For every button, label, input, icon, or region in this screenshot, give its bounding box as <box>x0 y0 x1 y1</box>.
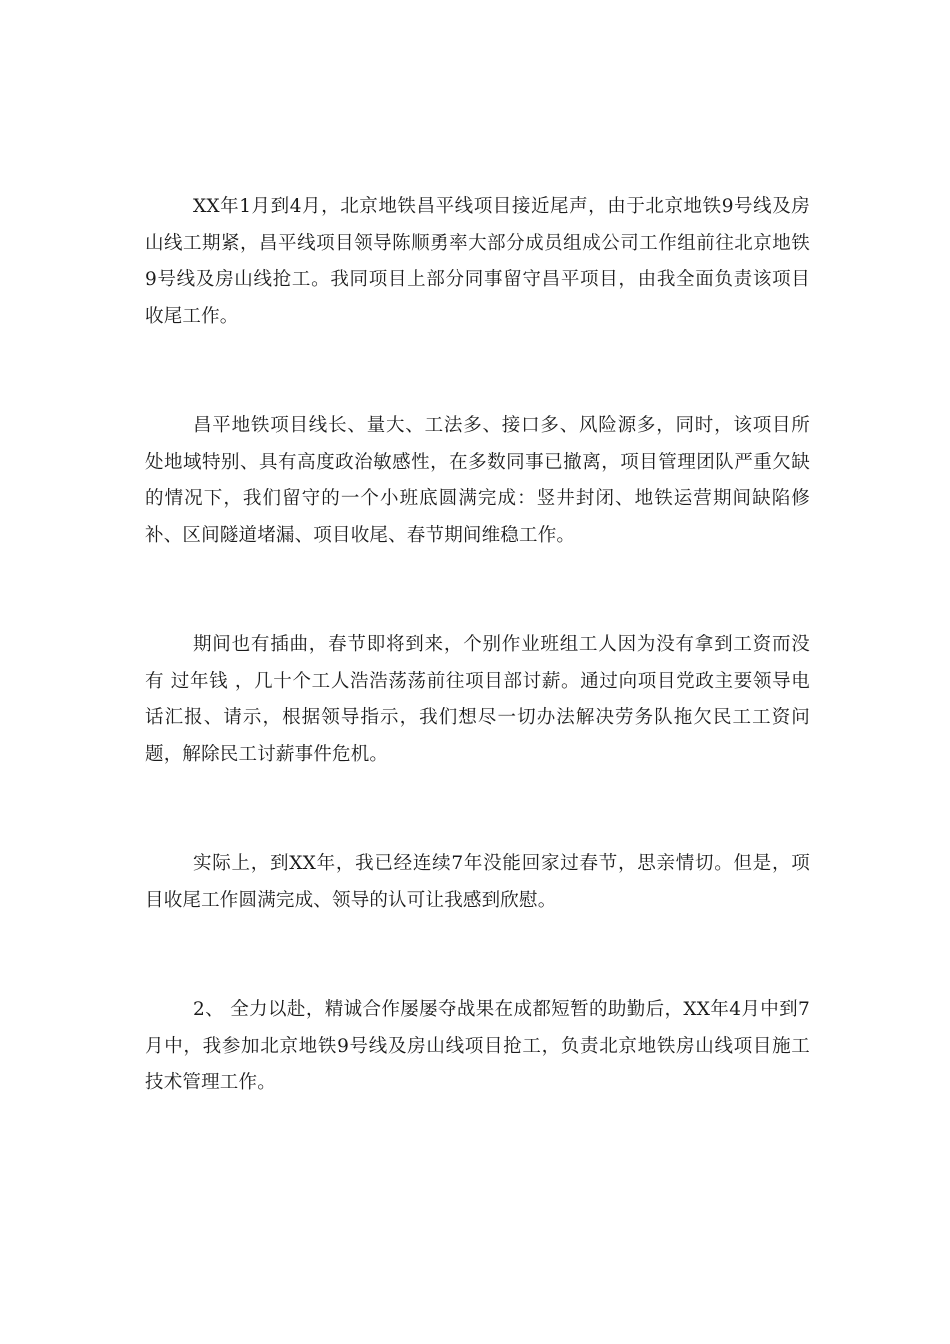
paragraph-spacer <box>145 919 810 992</box>
paragraph-spacer <box>145 554 810 627</box>
paragraph-section-two: 2、 全力以赴，精诚合作屡屡夺战果在成都短暂的助勤后，XX年4月中到7月中，我参加北京地铁9号线及房山线项目抢工，负责北京地铁房山线项目施工技术管理工作。 <box>145 999 810 1093</box>
paragraph-wage-incident: 期间也有插曲，春节即将到来，个别作业班组工人因为没有拿到工资而没有 过年钱 ，几十个工人浩浩荡荡前往项目部讨薪。通过向项目党政主要领导电话汇报、请示，根据领导指示，我们想尽一切办法解决劳务队拖欠民工工资问题，解除民工讨薪事件危机。 <box>145 634 810 765</box>
paragraph-spacer <box>145 335 810 408</box>
paragraph-spring-festival: 实际上，到XX年，我已经连续7年没能回家过春节，思亲情切。但是，项目收尾工作圆满完成、领导的认可让我感到欣慰。 <box>145 853 810 911</box>
paragraph-changping-achievements: 昌平地铁项目线长、量大、工法多、接口多、风险源多，同时，该项目所处地域特别、具有高度政治敏感性，在多数同事已撤离，项目管理团队严重欠缺的情况下，我们留守的一个小班底圆满完成：竖井封闭、地铁运营期间缺陷修补、区间隧道堵漏、项目收尾、春节期间维稳工作。 <box>145 415 810 546</box>
paragraph-changping-handover: XX年1月到4月，北京地铁昌平线项目接近尾声，由于北京地铁9号线及房山线工期紧，昌平线项目领导陈顺勇率大部分成员组成公司工作组前往北京地铁9号线及房山线抢工。我同项目上部分同事留守昌平项目，由我全面负责该项目收尾工作。 <box>145 196 810 327</box>
document-body <box>145 189 810 1102</box>
paragraph-spacer <box>145 773 810 846</box>
